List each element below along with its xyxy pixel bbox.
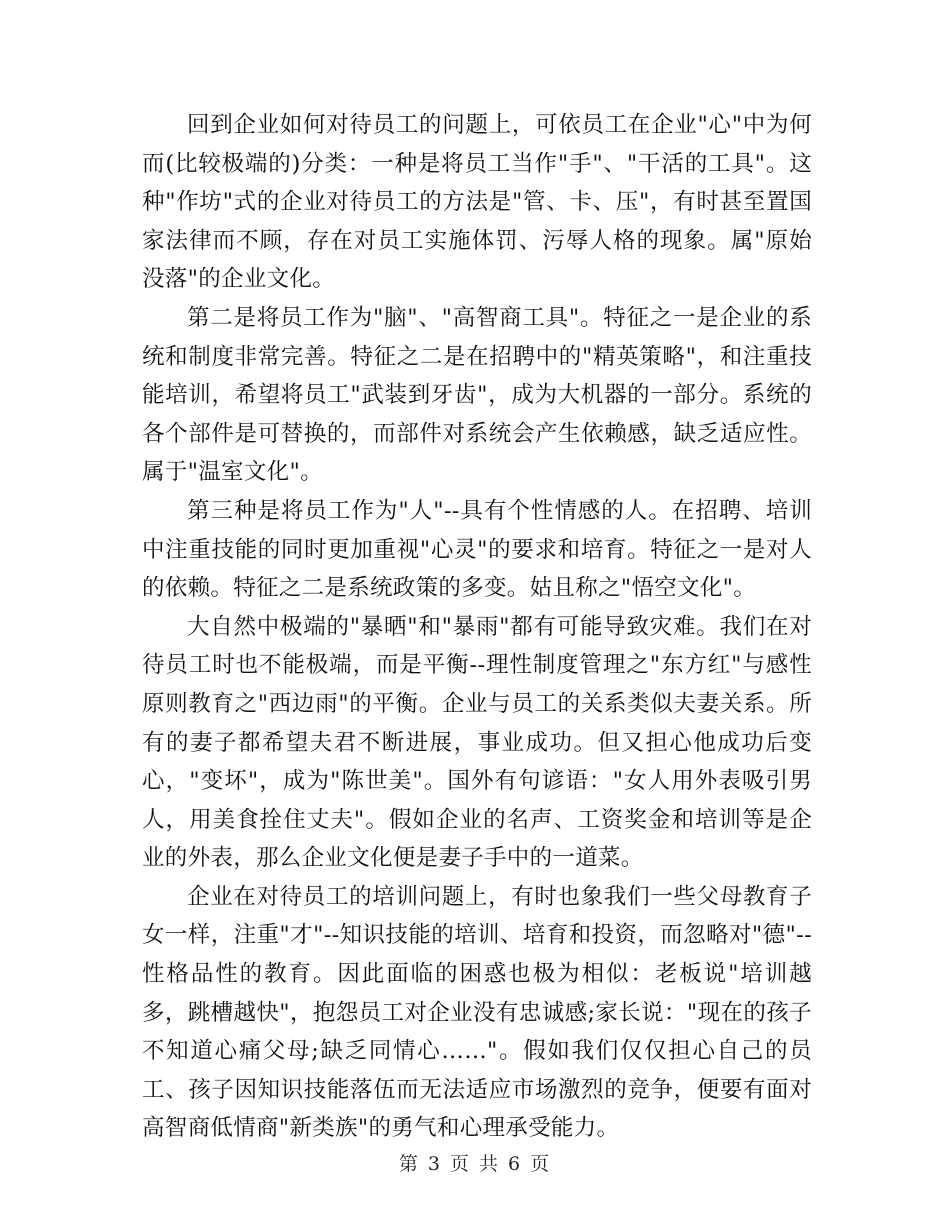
paragraph-5: 企业在对待员工的培训问题上，有时也象我们一些父母教育子女一样，注重"才"--知识技能的培训、培育和投资，而忽略对"德"--性格品性的教育。因此面临的困惑也极为相似：老板说"培训越多，跳槽越快"，抱怨员工对企业没有忠诚感;家长说："现在的孩子不知道心痛父母;缺乏同情心……"。假如我们仅仅担心自己的员工、孩子因知识技能落伍而无法适应市场激烈的竞争，便要有面对高智商低情商"新类族"的勇气和心理承受能力。 — [142, 883, 812, 1142]
paragraph-3: 第三种是将员工作为"人"--具有个性情感的人。在招聘、培训中注重技能的同时更加重视"心灵"的要求和培育。特征之一是对人的依赖。特征之二是系统政策的多变。姑且称之"悟空文化"。 — [142, 497, 812, 602]
page-number-footer: 第 3 页 共 6 页 — [398, 1153, 552, 1175]
paragraph-4: 大自然中极端的"暴晒"和"暴雨"都有可能导致灾难。我们在对待员工时也不能极端，而是平衡--理性制度管理之"东方红"与感性原则教育之"西边雨"的平衡。企业与员工的关系类似夫妻关系。所有的妻子都希望夫君不断进展，事业成功。但又担心他成功后变心，"变坏"，成为"陈世美"。国外有句谚语："女人用外表吸引男人，用美食拴住丈夫"。假如企业的名声、工资奖金和培训等是企业的外表，那么企业文化便是妻子手中的一道菜。 — [142, 613, 812, 872]
document-body — [142, 106, 812, 1148]
paragraph-2: 第二是将员工作为"脑"、"高智商工具"。特征之一是企业的系统和制度非常完善。特征之二是在招聘中的"精英策略"，和注重技能培训，希望将员工"武装到牙齿"，成为大机器的一部分。系统的各个部件是可替换的，而部件对系统会产生依赖感，缺乏适应性。属于"温室文化"。 — [142, 304, 812, 486]
paragraph-1: 回到企业如何对待员工的问题上，可依员工在企业"心"中为何而(比较极端的)分类：一种是将员工当作"手"、"干活的工具"。这种"作坊"式的企业对待员工的方法是"管、卡、压"，有时甚至置国家法律而不顾，存在对员工实施体罚、污辱人格的现象。属"原始没落"的企业文化。 — [142, 112, 812, 293]
